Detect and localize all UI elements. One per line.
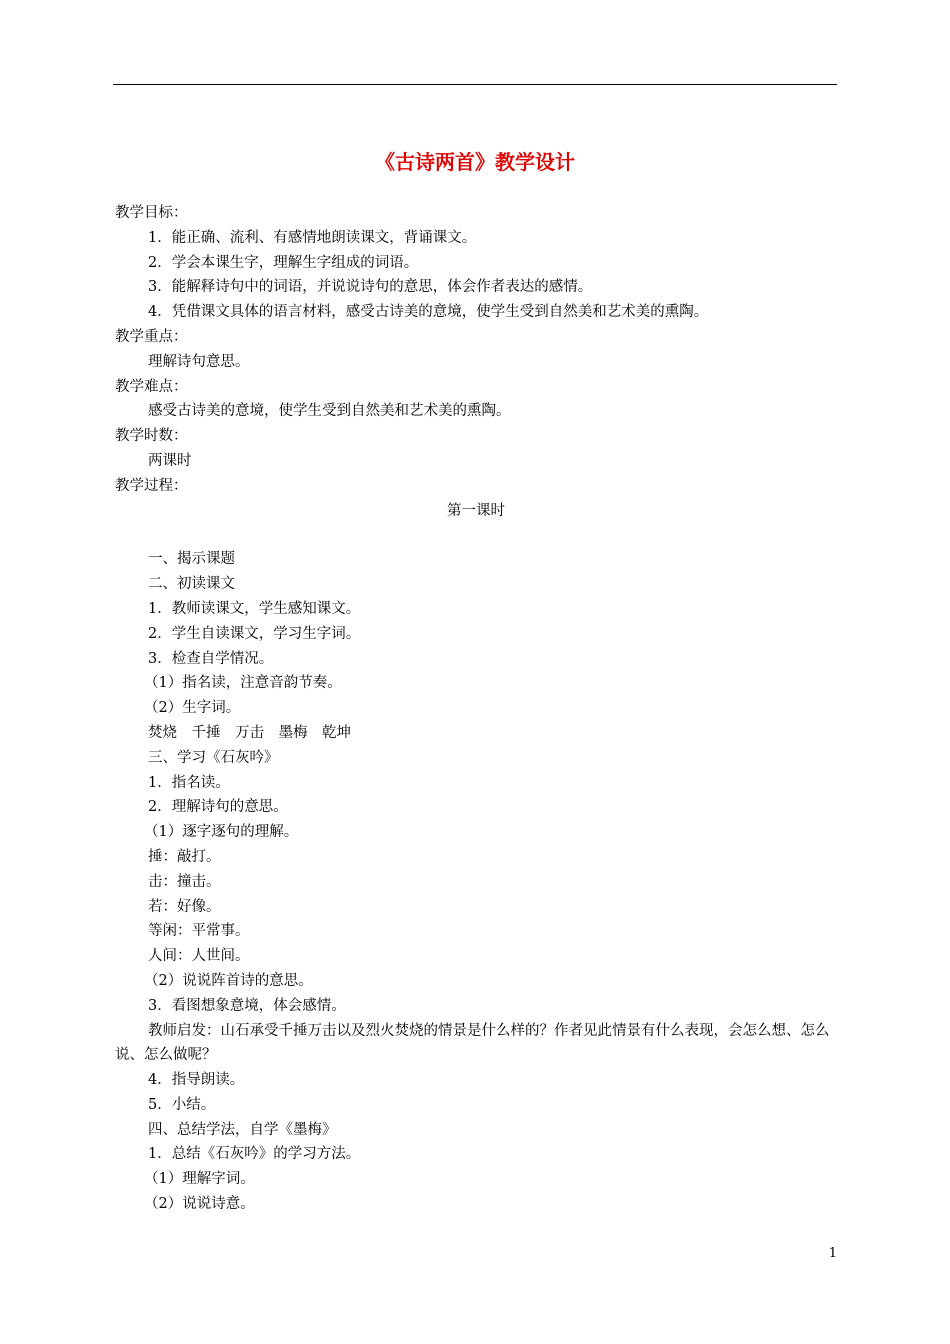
difficulty-heading: 教学难点：: [115, 378, 188, 395]
process-line: （2）说说诗意。: [144, 1196, 255, 1213]
process-line: （1）逐字逐句的理解。: [144, 824, 299, 841]
goals-heading: 教学目标：: [115, 205, 188, 221]
process-line: 3．检查自学情况。: [148, 650, 274, 667]
process-line: 等闲：平常事。: [148, 923, 250, 940]
document-title: 《古诗两首》教学设计: [375, 150, 575, 174]
process-line: 1．指名读。: [148, 774, 230, 791]
process-paragraph: 教师启发：山石承受千捶万击以及烈火焚烧的情景是什么样的？作者见此情景有什么表现，会怎么想、怎么说、怎么做呢？: [115, 1022, 830, 1064]
goal-item: 4．凭借课文具体的语言材料，感受古诗美的意境，使学生受到自然美和艺术美的熏陶。: [148, 304, 709, 321]
process-line: （1）理解字词。: [144, 1171, 255, 1188]
process-line: 一、揭示课题: [148, 551, 235, 568]
process-line: （1）指名读，注意音韵节奏。: [144, 675, 342, 692]
goal-item: 1．能正确、流利、有感情地朗读课文，背诵课文。: [148, 229, 477, 246]
process-line: （2）生字词。: [144, 700, 241, 717]
goal-item: 2．学会本课生字，理解生字组成的词语。: [148, 254, 419, 271]
process-line: 击：撞击。: [148, 873, 221, 890]
page-number: 1: [828, 1246, 837, 1261]
process-line: 三、学习《石灰吟》: [148, 749, 279, 766]
process-heading: 教学过程：: [115, 477, 188, 494]
process-line: 1．教师读课文，学生感知课文。: [148, 600, 361, 617]
process-line: （2）说说阵首诗的意思。: [144, 972, 313, 989]
process-line: 捶：敲打。: [148, 848, 221, 865]
process-line: 2．理解诗句的意思。: [148, 799, 288, 816]
header-rule: [113, 84, 837, 85]
lesson-title: 第一课时: [447, 502, 505, 519]
process-line: 四、总结学法，自学《墨梅》: [148, 1121, 337, 1138]
document-body: [115, 201, 837, 1217]
process-line: 人间：人世间。: [148, 948, 250, 965]
hours-text: 两课时: [148, 452, 192, 469]
process-line: 焚烧 千捶 万击 墨梅 乾坤: [148, 724, 351, 741]
process-line: 1．总结《石灰吟》的学习方法。: [148, 1146, 361, 1163]
difficulty-text: 感受古诗美的意境，使学生受到自然美和艺术美的熏陶。: [148, 403, 511, 420]
hours-heading: 教学时数：: [115, 428, 188, 445]
process-line: 二、初读课文: [148, 576, 235, 593]
process-line: 4．指导朗读。: [148, 1072, 245, 1089]
goal-item: 3．能解释诗句中的词语，并说说诗句的意思，体会作者表达的感情。: [148, 279, 593, 296]
process-line: 3．看图想象意境，体会感情。: [148, 997, 346, 1014]
process-line: 2．学生自读课文，学习生字词。: [148, 625, 361, 642]
focus-heading: 教学重点：: [115, 328, 188, 345]
process-line: 5．小结。: [148, 1096, 216, 1113]
focus-text: 理解诗句意思。: [148, 353, 250, 370]
process-line: 若：好像。: [148, 898, 221, 915]
